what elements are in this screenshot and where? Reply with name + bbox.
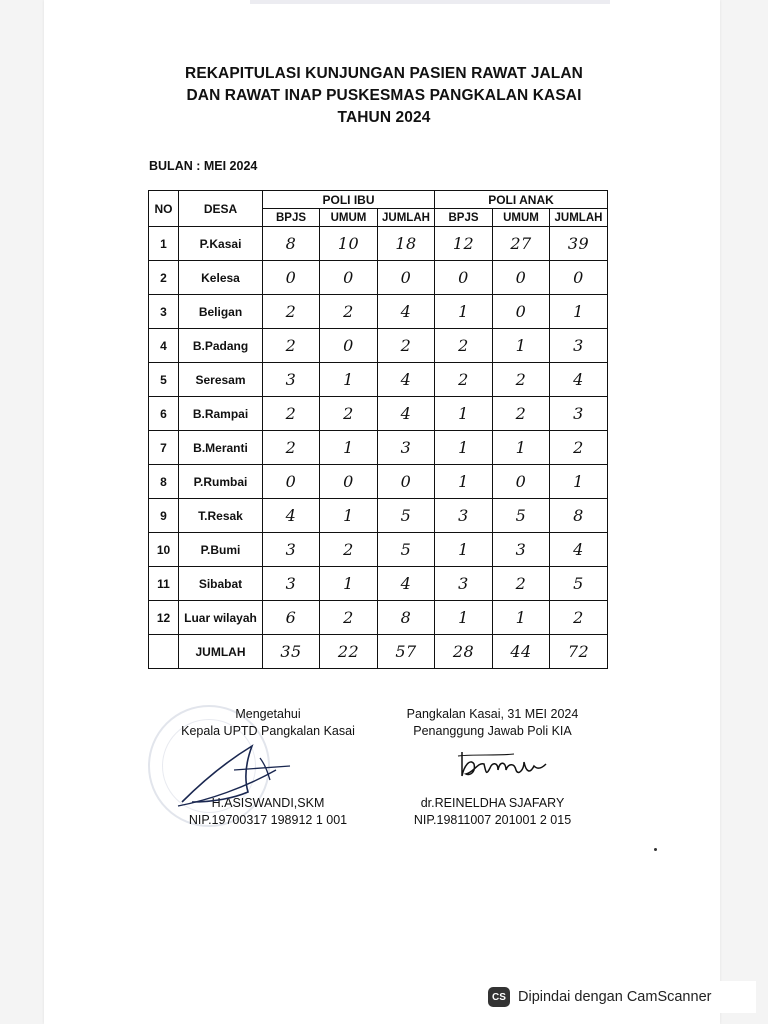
left-handwritten-signature — [174, 740, 304, 810]
header-anak-umum: UMUM — [493, 209, 550, 227]
right-sign-line1: Pangkalan Kasai, 31 MEI 2024 — [406, 707, 579, 721]
table-row — [149, 363, 608, 397]
scan-edge-line — [250, 0, 610, 4]
village-name: Kelesa — [179, 261, 263, 295]
total-ibu-umum: 22 — [320, 635, 378, 669]
total-empty-cell — [149, 635, 179, 669]
cell-anak-bpjs: 1 — [435, 601, 493, 635]
total-anak-jumlah: 72 — [550, 635, 608, 669]
cell-ibu-bpjs: 8 — [263, 227, 320, 261]
cell-anak-jumlah: 1 — [550, 465, 608, 499]
row-number: 11 — [149, 567, 179, 601]
cell-ibu-jumlah: 4 — [378, 567, 435, 601]
village-name: B.Meranti — [179, 431, 263, 465]
table-row — [149, 397, 608, 431]
cell-ibu-bpjs: 0 — [263, 261, 320, 295]
header-ibu-jumlah: JUMLAH — [378, 209, 435, 227]
village-name: B.Padang — [179, 329, 263, 363]
cell-anak-bpjs: 2 — [435, 329, 493, 363]
cell-anak-jumlah: 39 — [550, 227, 608, 261]
cell-ibu-bpjs: 3 — [263, 567, 320, 601]
cell-anak-bpjs: 12 — [435, 227, 493, 261]
cell-ibu-jumlah: 4 — [378, 295, 435, 329]
cell-anak-bpjs: 3 — [435, 499, 493, 533]
camscanner-text: Dipindai dengan CamScanner — [518, 989, 712, 1005]
row-number: 2 — [149, 261, 179, 295]
cell-anak-umum: 5 — [493, 499, 550, 533]
cell-ibu-umum: 10 — [320, 227, 378, 261]
cell-anak-umum: 2 — [493, 567, 550, 601]
cell-anak-umum: 2 — [493, 397, 550, 431]
cell-ibu-jumlah: 0 — [378, 261, 435, 295]
header-desa: DESA — [179, 191, 263, 227]
total-anak-bpjs: 28 — [435, 635, 493, 669]
title-line-2: DAN RAWAT INAP PUSKESMAS PANGKALAN KASAI — [186, 87, 582, 104]
cell-anak-jumlah: 0 — [550, 261, 608, 295]
cell-ibu-umum: 0 — [320, 261, 378, 295]
header-poli-anak: POLI ANAK — [435, 191, 608, 209]
cell-ibu-jumlah: 5 — [378, 499, 435, 533]
cell-anak-jumlah: 3 — [550, 329, 608, 363]
village-name: P.Bumi — [179, 533, 263, 567]
cell-ibu-jumlah: 4 — [378, 397, 435, 431]
row-number: 7 — [149, 431, 179, 465]
camscanner-watermark — [476, 981, 756, 1013]
total-anak-umum: 44 — [493, 635, 550, 669]
cell-ibu-umum: 2 — [320, 295, 378, 329]
cell-ibu-jumlah: 8 — [378, 601, 435, 635]
total-ibu-jumlah: 57 — [378, 635, 435, 669]
table-row — [149, 261, 608, 295]
cell-ibu-bpjs: 3 — [263, 363, 320, 397]
header-poli-ibu: POLI IBU — [263, 191, 435, 209]
cell-anak-bpjs: 1 — [435, 397, 493, 431]
cell-ibu-umum: 1 — [320, 567, 378, 601]
cell-ibu-bpjs: 3 — [263, 533, 320, 567]
cell-anak-umum: 1 — [493, 329, 550, 363]
left-sign-line1: Mengetahui — [235, 707, 301, 721]
cell-anak-jumlah: 3 — [550, 397, 608, 431]
row-number: 6 — [149, 397, 179, 431]
left-sign-line2: Kepala UPTD Pangkalan Kasai — [181, 724, 355, 738]
cell-anak-umum: 0 — [493, 261, 550, 295]
table-row — [149, 465, 608, 499]
month-label: BULAN : MEI 2024 — [149, 159, 258, 173]
header-no: NO — [149, 191, 179, 227]
village-name: Sibabat — [179, 567, 263, 601]
village-name: B.Rampai — [179, 397, 263, 431]
left-sign-name: H.ASISWANDI,SKM — [211, 796, 325, 810]
cell-anak-jumlah: 1 — [550, 295, 608, 329]
cell-ibu-umum: 1 — [320, 363, 378, 397]
cell-anak-bpjs: 1 — [435, 533, 493, 567]
title-line-3: TAHUN 2024 — [337, 109, 431, 126]
cell-ibu-jumlah: 18 — [378, 227, 435, 261]
row-number: 5 — [149, 363, 179, 397]
cell-anak-jumlah: 2 — [550, 601, 608, 635]
village-name: P.Kasai — [179, 227, 263, 261]
cell-ibu-bpjs: 2 — [263, 329, 320, 363]
village-name: P.Rumbai — [179, 465, 263, 499]
cell-ibu-bpjs: 2 — [263, 431, 320, 465]
cell-anak-umum: 0 — [493, 295, 550, 329]
cell-anak-bpjs: 1 — [435, 465, 493, 499]
cell-ibu-bpjs: 2 — [263, 397, 320, 431]
cell-anak-umum: 3 — [493, 533, 550, 567]
header-anak-jumlah: JUMLAH — [550, 209, 608, 227]
table-row — [149, 295, 608, 329]
cell-anak-bpjs: 3 — [435, 567, 493, 601]
total-label: JUMLAH — [179, 635, 263, 669]
table-row — [149, 601, 608, 635]
cell-ibu-bpjs: 6 — [263, 601, 320, 635]
village-name: Seresam — [179, 363, 263, 397]
village-name: T.Resak — [179, 499, 263, 533]
right-handwritten-signature — [456, 744, 556, 784]
recap-table — [148, 190, 608, 669]
cell-anak-jumlah: 4 — [550, 363, 608, 397]
cell-ibu-umum: 2 — [320, 397, 378, 431]
cell-ibu-bpjs: 4 — [263, 499, 320, 533]
ink-dot — [654, 848, 657, 851]
camscanner-icon: CS — [488, 987, 510, 1007]
cell-anak-umum: 1 — [493, 601, 550, 635]
cell-ibu-bpjs: 2 — [263, 295, 320, 329]
cell-ibu-umum: 0 — [320, 329, 378, 363]
cell-ibu-umum: 1 — [320, 499, 378, 533]
cell-anak-umum: 1 — [493, 431, 550, 465]
document-title — [0, 63, 768, 129]
row-number: 3 — [149, 295, 179, 329]
cell-anak-jumlah: 5 — [550, 567, 608, 601]
cell-anak-umum: 0 — [493, 465, 550, 499]
cell-anak-jumlah: 2 — [550, 431, 608, 465]
cell-anak-bpjs: 1 — [435, 295, 493, 329]
row-number: 10 — [149, 533, 179, 567]
cell-anak-bpjs: 1 — [435, 431, 493, 465]
row-number: 4 — [149, 329, 179, 363]
cell-ibu-jumlah: 3 — [378, 431, 435, 465]
cell-anak-umum: 2 — [493, 363, 550, 397]
cell-ibu-jumlah: 5 — [378, 533, 435, 567]
total-row — [149, 635, 608, 669]
cell-ibu-umum: 2 — [320, 533, 378, 567]
cell-ibu-jumlah: 2 — [378, 329, 435, 363]
table-row — [149, 227, 608, 261]
row-number: 1 — [149, 227, 179, 261]
cell-anak-umum: 27 — [493, 227, 550, 261]
right-sign-line2: Penanggung Jawab Poli KIA — [413, 724, 572, 738]
row-number: 8 — [149, 465, 179, 499]
row-number: 9 — [149, 499, 179, 533]
cell-ibu-bpjs: 0 — [263, 465, 320, 499]
left-sign-nip: NIP.19700317 198912 1 001 — [188, 813, 348, 827]
cell-ibu-jumlah: 4 — [378, 363, 435, 397]
cell-anak-jumlah: 8 — [550, 499, 608, 533]
table-row — [149, 329, 608, 363]
cell-ibu-jumlah: 0 — [378, 465, 435, 499]
village-name: Luar wilayah — [179, 601, 263, 635]
header-anak-bpjs: BPJS — [435, 209, 493, 227]
header-ibu-umum: UMUM — [320, 209, 378, 227]
village-name: Beligan — [179, 295, 263, 329]
total-ibu-bpjs: 35 — [263, 635, 320, 669]
right-sign-nip: NIP.19811007 201001 2 015 — [413, 813, 572, 827]
cell-anak-jumlah: 4 — [550, 533, 608, 567]
row-number: 12 — [149, 601, 179, 635]
table-row — [149, 533, 608, 567]
title-line-1: REKAPITULASI KUNJUNGAN PASIEN RAWAT JALAN — [185, 65, 583, 82]
cell-ibu-umum: 0 — [320, 465, 378, 499]
header-ibu-bpjs: BPJS — [263, 209, 320, 227]
table-row — [149, 567, 608, 601]
table-row — [149, 499, 608, 533]
table-row — [149, 431, 608, 465]
cell-ibu-umum: 1 — [320, 431, 378, 465]
cell-anak-bpjs: 0 — [435, 261, 493, 295]
cell-anak-bpjs: 2 — [435, 363, 493, 397]
right-sign-name: dr.REINELDHA SJAFARY — [420, 796, 565, 810]
table-body — [149, 227, 608, 669]
cell-ibu-umum: 2 — [320, 601, 378, 635]
